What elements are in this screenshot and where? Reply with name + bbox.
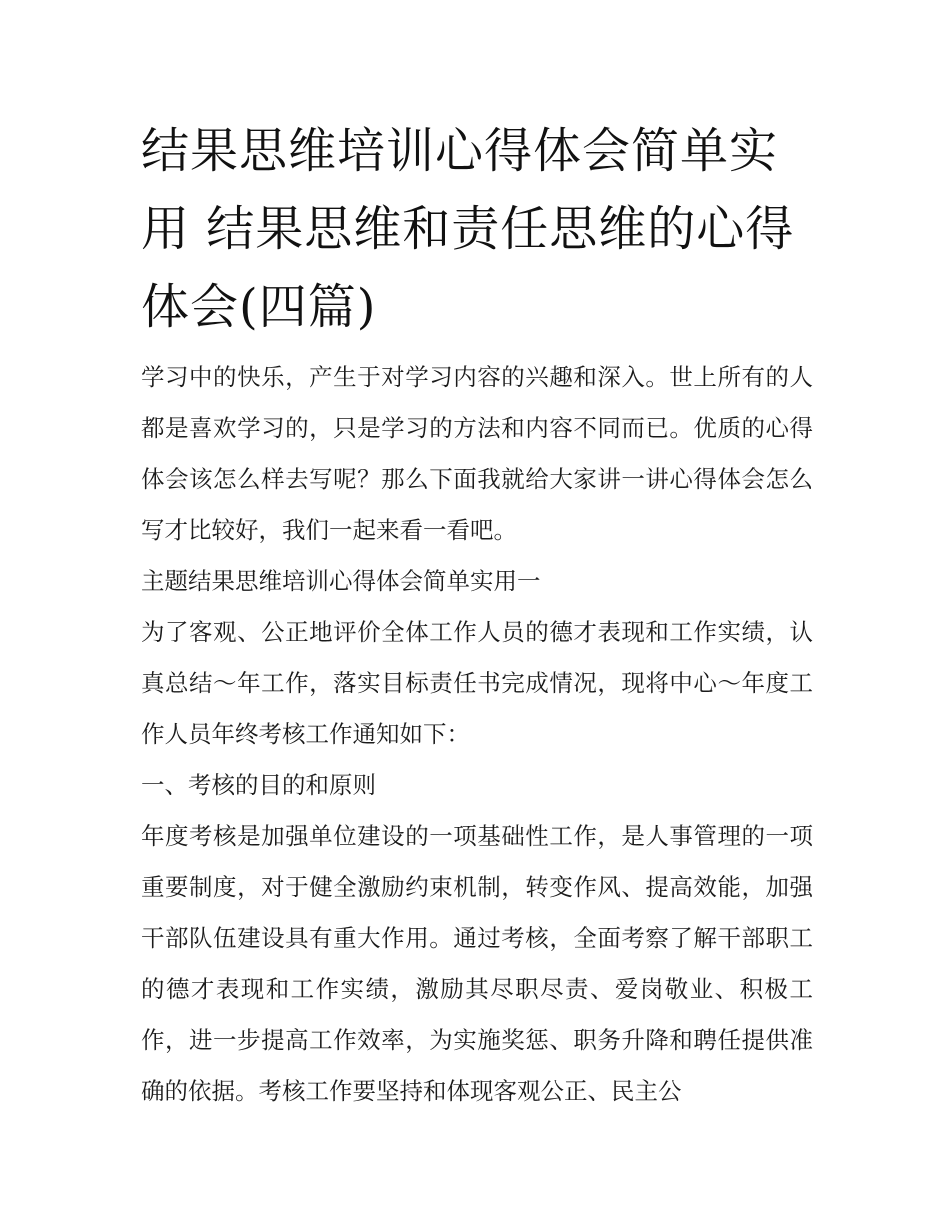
document-title: 结果思维培训心得体会简单实用 结果思维和责任思维的心得体会(四篇) (141, 123, 795, 335)
document-body (141, 352, 813, 1117)
section-heading-purpose-principles: 一、考核的目的和原则 (141, 771, 376, 799)
notice-paragraph: 为了客观、公正地评价全体工作人员的德才表现和工作实绩，认真总结～年工作，落实目标责任书完成情况，现将中心～年度工作人员年终考核工作通知如下： (141, 618, 813, 748)
intro-paragraph: 学习中的快乐，产生于对学习内容的兴趣和深入。世上所有的人都是喜欢学习的，只是学习的方法和内容不同而已。优质的心得体会该怎么样去写呢？那么下面我就给大家讲一讲心得体会怎么写才比较好，我们一起来看一看吧。 (141, 363, 813, 544)
document-content (141, 112, 813, 1117)
assessment-paragraph: 年度考核是加强单位建设的一项基础性工作，是人事管理的一项重要制度，对于健全激励约束机制，转变作风、提高效能，加强干部队伍建设具有重大作用。通过考核，全面考察了解干部职工的德才表现和工作实绩，激励其尽职尽责、爱岗敬业、积极工作，进一步提高工作效率，为实施奖惩、职务升降和聘任提供准确的依据。考核工作要坚持和体现客观公正、民主公 (141, 822, 813, 1105)
section-heading-topic-one: 主题结果思维培训心得体会简单实用一 (141, 567, 541, 595)
